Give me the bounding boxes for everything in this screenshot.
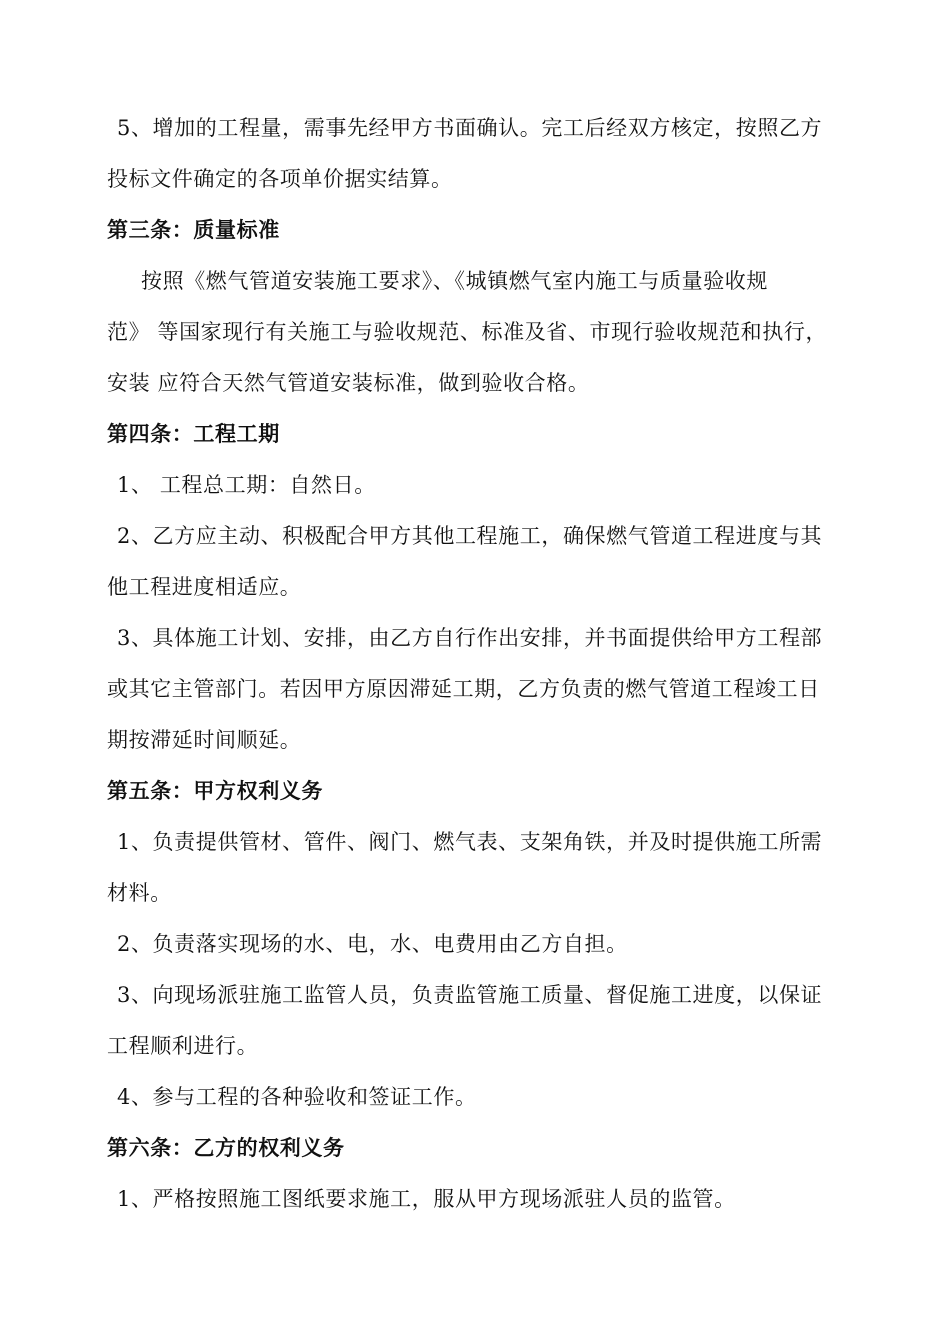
schedule-item-3-line-2: 或其它主管部门。若因甲方原因滞延工期，乙方负责的燃气管道工程竣工日 [107,677,820,701]
clause-2-item-5-line-2: 投标文件确定的各项单价据实结算。 [107,167,453,191]
quality-standard-line-3: 安装 应符合天然气管道安装标准，做到验收合格。 [107,371,590,395]
quality-standard-line-2: 范》 等国家现行有关施工与验收规范、标准及省、市现行验收规范和执行， [107,320,828,344]
party-a-item-1-line-2: 材料。 [107,881,172,905]
quality-standard-line-1: 按照《燃气管道安装施工要求》、《城镇燃气室内施工与质量验收规 [141,269,768,293]
party-a-item-1-line-1: 1、负责提供管材、管件、阀门、燃气表、支架角铁，并及时提供施工所需 [117,830,823,854]
document-page [107,103,857,1225]
schedule-item-2-line-2: 他工程进度相适应。 [107,575,302,599]
schedule-item-3-line-1: 3、具体施工计划、安排，由乙方自行作出安排，并书面提供给甲方工程部 [117,626,823,650]
party-a-item-3-line-1: 3、向现场派驻施工监管人员，负责监管施工质量、督促施工进度，以保证 [117,983,823,1007]
party-a-item-2: 2、负责落实现场的水、电，水、电费用由乙方自担。 [117,932,628,956]
section-heading-3: 第三条：质量标准 [107,218,280,242]
schedule-item-3-line-3: 期按滞延时间顺延。 [107,728,302,752]
party-b-item-1: 1、严格按照施工图纸要求施工，服从甲方现场派驻人员的监管。 [117,1187,736,1211]
party-a-item-4: 4、参与工程的各种验收和签证工作。 [117,1085,477,1109]
party-a-item-3-line-2: 工程顺利进行。 [107,1034,259,1058]
section-heading-5: 第五条：甲方权利义务 [107,779,323,803]
clause-2-item-5-line-1: 5、增加的工程量，需事先经甲方书面确认。完工后经双方核定，按照乙方 [117,116,823,140]
section-heading-6: 第六条：乙方的权利义务 [107,1136,345,1160]
section-heading-4: 第四条：工程工期 [107,422,280,446]
schedule-item-1: 1、 工程总工期：自然日。 [117,473,376,497]
schedule-item-2-line-1: 2、乙方应主动、积极配合甲方其他工程施工，确保燃气管道工程进度与其 [117,524,823,548]
